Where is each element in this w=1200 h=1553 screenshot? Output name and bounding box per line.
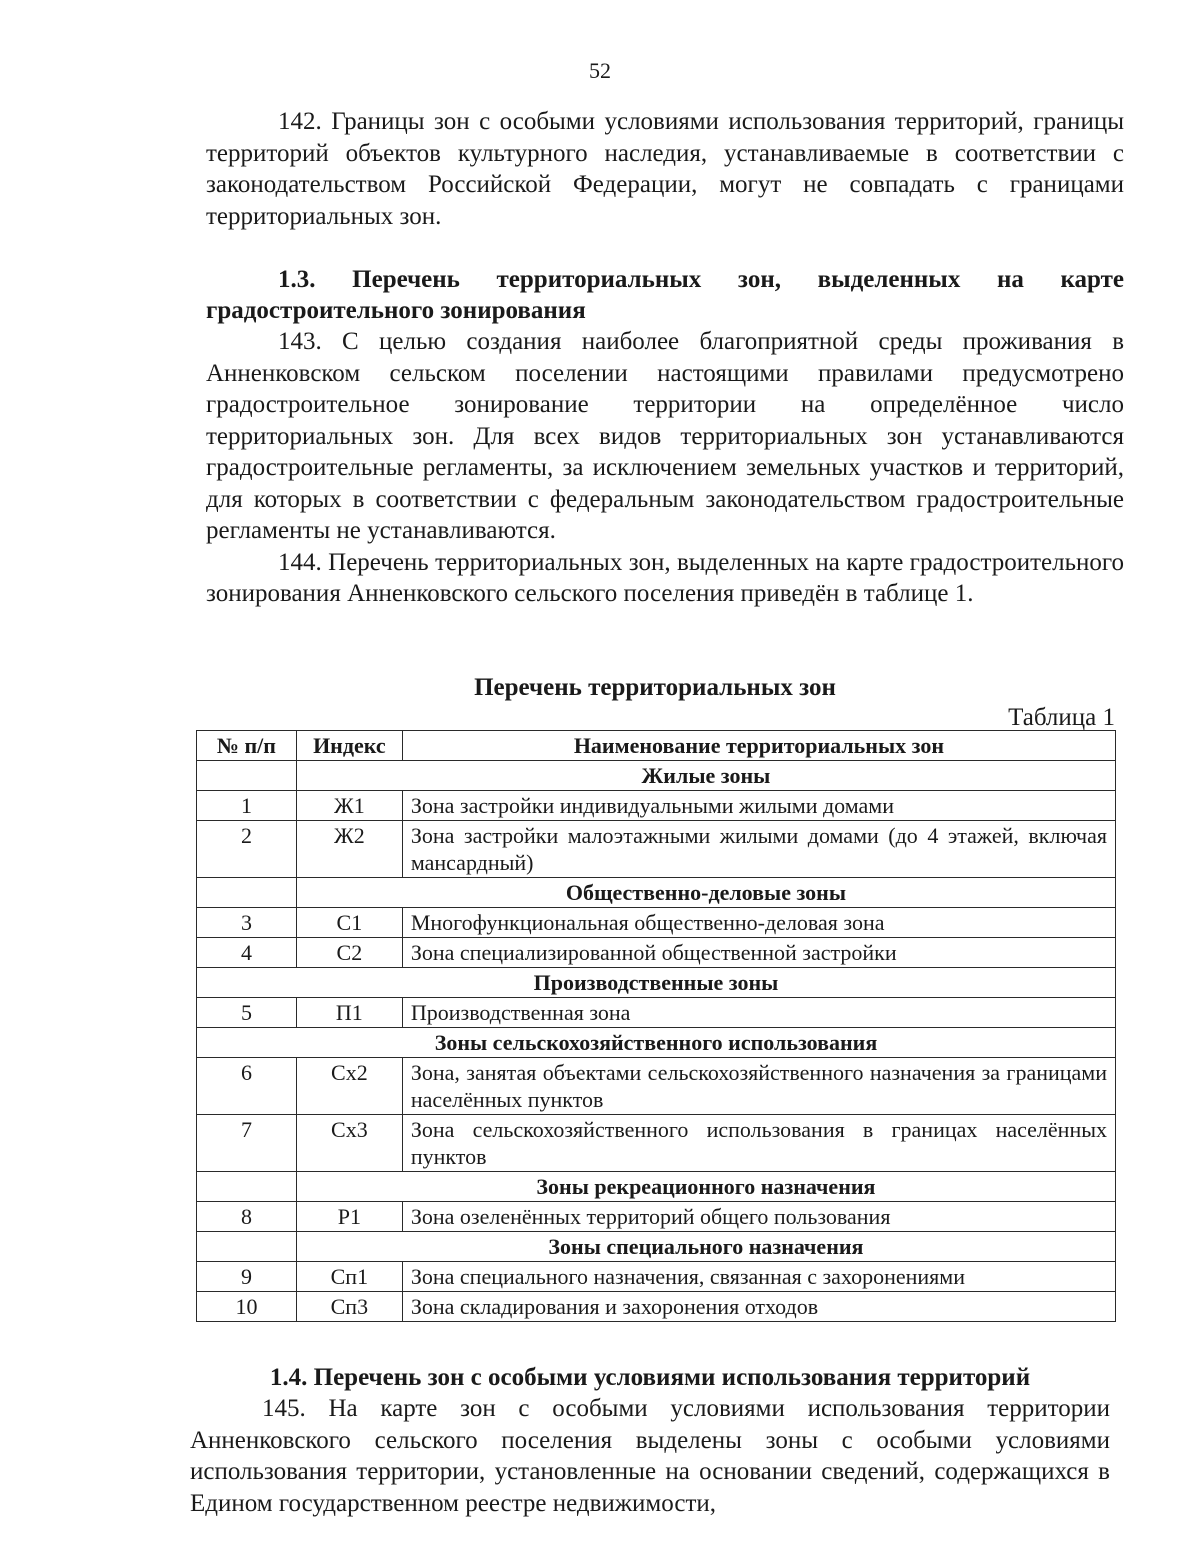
section-heading-1-3 [206,264,1124,326]
group-title: Зоны специального назначения [296,1232,1115,1262]
table-row [197,791,1116,821]
zones-table [196,730,1116,1322]
paragraph-142: 142. Границы зон с особыми условиями использования территорий, границы территорий объектов культурного наследия, устанавливаемые в соответствии с законодательством Российской Федерации, могут не совпадать с границами территориальных зон. [206,108,1124,230]
zone-name: Зона застройки индивидуальными жилыми домами [402,791,1115,821]
table-row [197,938,1116,968]
table-row [197,821,1116,878]
group-title: Зоны рекреационного назначения [296,1172,1115,1202]
table-row [197,1058,1116,1115]
row-number: 3 [197,908,297,938]
section-1-4-block [190,1362,1110,1519]
zone-index: Ж1 [296,791,402,821]
table-group-row [197,761,1116,791]
table-row [197,998,1116,1028]
table-group-row [197,1172,1116,1202]
zone-index: Сп1 [296,1262,402,1292]
row-number: 6 [197,1058,297,1115]
table-header-row [197,731,1116,761]
zone-index: Ж2 [296,821,402,878]
zone-name: Многофункциональная общественно-деловая зона [402,908,1115,938]
zone-name: Зона специализированной общественной застройки [402,938,1115,968]
row-number: 2 [197,821,297,878]
page-number: 52 [589,58,611,83]
group-title: Жилые зоны [296,761,1115,791]
table-group-row [197,878,1116,908]
header-zone-name: Наименование территориальных зон [402,731,1115,761]
row-number: 4 [197,938,297,968]
zone-index: Сх2 [296,1058,402,1115]
table-title: Перечень территориальных зон [474,674,836,701]
row-number: 1 [197,791,297,821]
row-number: 8 [197,1202,297,1232]
table-group-row [197,968,1116,998]
header-index: Индекс [296,731,402,761]
zone-name: Зона сельскохозяйственного использования в границах населённых пунктов [402,1115,1115,1172]
section-heading-1-3-text: 1.3. Перечень территориальных зон, выделенных на карте градостроительного зонирования [206,266,1124,324]
zone-index: С2 [296,938,402,968]
paragraph-143: 143. С целью создания наиболее благоприятной среды проживания в Анненковском сельском поселении настоящими правилами предусмотрено градостроительное зонирование территории на определённое число территориальных зон. Для всех видов территориальных зон устанавливаются градостроительные регламенты, за исключением земельных участков и территорий, для которых в соответствии с федеральным законодательством градостроительные регламенты не устанавливаются. [206,328,1124,544]
zone-name: Зона застройки малоэтажными жилыми домами (до 4 этажей, включая мансардный) [402,821,1115,878]
header-number: № п/п [197,731,297,761]
zone-name: Производственная зона [402,998,1115,1028]
zone-name: Зона, занятая объектами сельскохозяйственного назначения за границами населённых пунктов [402,1058,1115,1115]
table-row [197,1115,1116,1172]
zone-index: С1 [296,908,402,938]
group-title: Общественно-деловые зоны [296,878,1115,908]
table-row [197,908,1116,938]
group-title: Зоны сельскохозяйственного использования [197,1028,1116,1058]
row-number: 10 [197,1292,297,1322]
group-title: Производственные зоны [197,968,1116,998]
paragraphs-143-144-block [206,326,1124,610]
zone-name: Зона озеленённых территорий общего пользования [402,1202,1115,1232]
paragraph-144: 144. Перечень территориальных зон, выделенных на карте градостроительного зонирования Анненковского сельского поселения приведён в таблице 1. [206,548,1124,607]
table-group-row [197,1232,1116,1262]
table-group-row [197,1028,1116,1058]
zone-index: Сп3 [296,1292,402,1322]
zone-index: Р1 [296,1202,402,1232]
row-number: 9 [197,1262,297,1292]
zone-name: Зона складирования и захоронения отходов [402,1292,1115,1322]
paragraph-142-block [206,106,1124,232]
zone-index: П1 [296,998,402,1028]
paragraph-145: 145. На карте зон с особыми условиями использования территории Анненковского сельского поселения выделены зоны с особыми условиями использования территории, установленные на основании сведений, содержащихся в Едином государственном реестре недвижимости, [190,1395,1110,1517]
zone-name: Зона специального назначения, связанная с захоронениями [402,1262,1115,1292]
row-number: 7 [197,1115,297,1172]
table-label: Таблица 1 [1008,704,1115,731]
section-heading-1-4: 1.4. Перечень зон с особыми условиями использования территорий [269,1364,1031,1391]
table-row [197,1202,1116,1232]
table-row [197,1262,1116,1292]
zone-index: Сх3 [296,1115,402,1172]
row-number: 5 [197,998,297,1028]
table-row [197,1292,1116,1322]
